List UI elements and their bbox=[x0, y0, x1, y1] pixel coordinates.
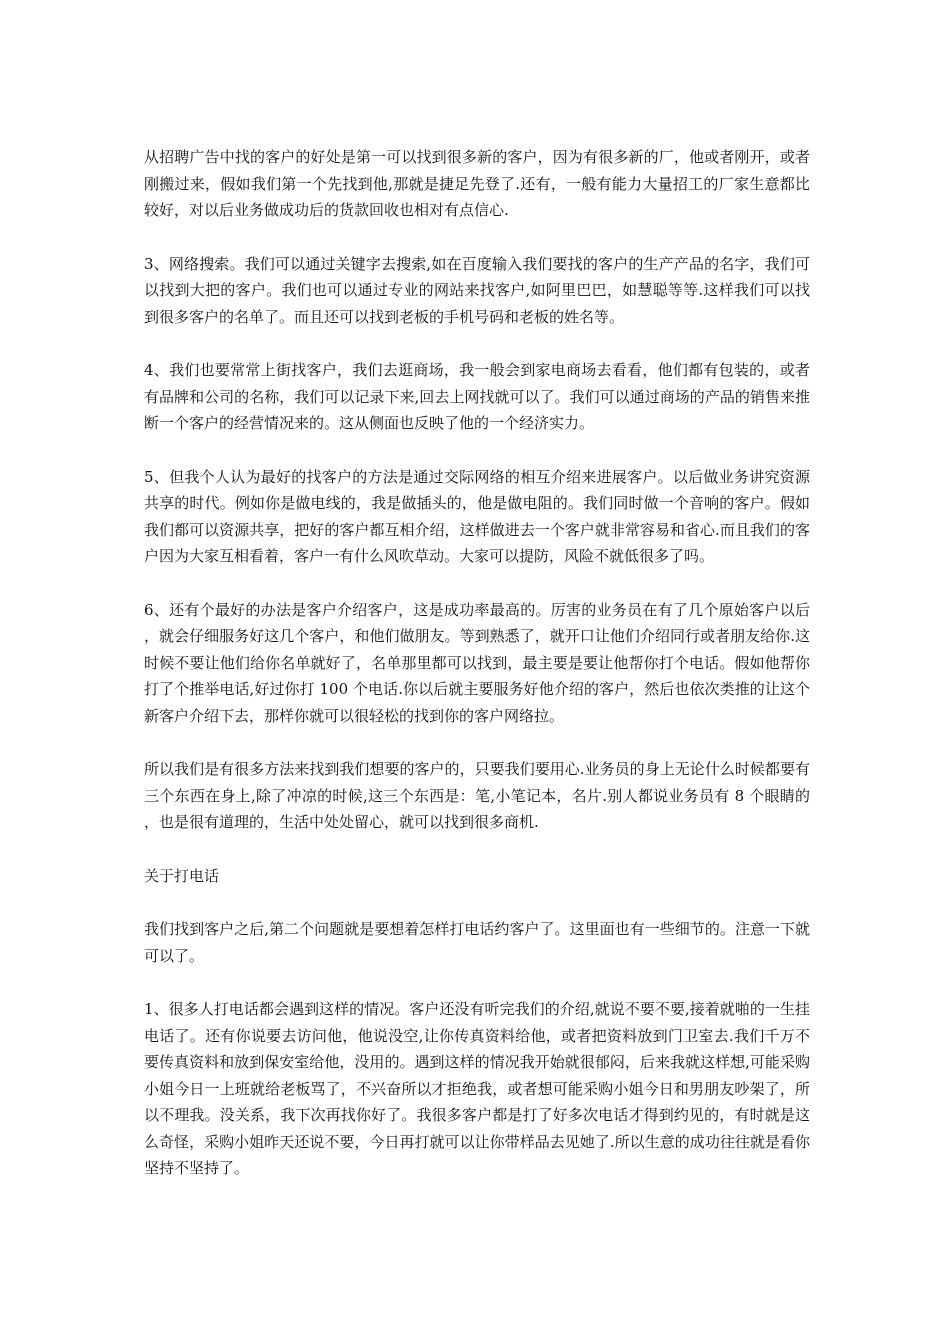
document-body bbox=[144, 144, 810, 1182]
paragraph-4-street-search: 4、我们也要常常上街找客户，我们去逛商场，我一般会到家电商场去看看，他们都有包装的，或者有品牌和公司的名称，我们可以记录下来,回去上网找就可以了。我们可以通过商场的产品的销售来推断一个客户的经营情况来的。这从侧面也反映了他的一个经济实力。 bbox=[144, 361, 810, 432]
section-heading-phone-calls: 关于打电话 bbox=[144, 866, 220, 885]
paragraph-6-referrals: 6、还有个最好的办法是客户介绍客户，这是成功率最高的。厉害的业务员在有了几个原始客户以后，就会仔细服务好这几个客户，和他们做朋友。等到熟悉了，就开口让他们介绍同行或者朋友给你.这时候不要让他们给你名单就好了，名单那里都可以找到，最主要是要让他帮你打个电话。假如他帮你打了个推举电话,好过你打 100 个电话.你以后就主要服务好他介绍的客户，然后也依次类推的让这个新客户介绍下去，那样你就可以很轻松的找到你的客户网络拉。 bbox=[144, 600, 810, 725]
paragraph-5-networking: 5、但我个人认为最好的找客户的方法是通过交际网络的相互介绍来进展客户。以后做业务讲究资源共享的时代。例如你是做电线的，我是做插头的，他是做电阻的。我们同时做一个音响的客户。假如我们都可以资源共享，把好的客户都互相介绍，这样做进去一个客户就非常容易和省心.而且我们的客户因为大家互相看着，客户一有什么风吹草动。大家可以提防，风险不就低很多了吗。 bbox=[144, 467, 810, 565]
paragraph-phone-1: 1、很多人打电话都会遇到这样的情况。客户还没有听完我们的介绍,就说不要不要,接着就啪的一生挂电话了。还有你说要去访问他，他说没空,让你传真资料给他，或者把资料放到门卫室去.我们千万不要传真资料和放到保安室给他，没用的。遇到这样的情况我开始就很郁闷，后来我就这样想,可能采购小姐今日一上班就给老板骂了，不兴奋所以才拒绝我，或者想可能采购小姐今日和男朋友吵架了，所以不理我。没关系，我下次再找你好了。我很多客户都是打了好多次电话才得到约见的，有时就是这么奇怪，采购小姐昨天还说不要，今日再打就可以让你带样品去见她了.所以生意的成功往往就是看你坚持不坚持了。 bbox=[144, 1000, 810, 1177]
paragraph-summary: 所以我们是有很多方法来找到我们想要的客户的，只要我们要用心.业务员的身上无论什么时候都要有三个东西在身上,除了冲凉的时候,这三个东西是：笔,小笔记本，名片.别人都说业务员有 8 个眼睛的，也是很有道理的，生活中处处留心，就可以找到很多商机. bbox=[144, 760, 810, 831]
paragraph-recruitment-ads: 从招聘广告中找的客户的好处是第一可以找到很多新的客户，因为有很多新的厂，他或者刚开，或者刚搬过来，假如我们第一个先找到他,那就是捷足先登了.还有，一般有能力大量招工的厂家生意都比较好，对以后业务做成功后的货款回收也相对有点信心. bbox=[144, 148, 810, 219]
paragraph-3-web-search: 3、网络搜索。我们可以通过关键字去搜索,如在百度输入我们要找的客户的生产产品的名字，我们可以找到大把的客户。我们也可以通过专业的网站来找客户,如阿里巴巴，如慧聪等等.这样我们可以找到很多客户的名单了。而且还可以找到老板的手机号码和老板的姓名等。 bbox=[144, 254, 810, 326]
paragraph-phone-intro: 我们找到客户之后,第二个问题就是要想着怎样打电话约客户了。这里面也有一些细节的。注意一下就可以了。 bbox=[144, 920, 810, 965]
